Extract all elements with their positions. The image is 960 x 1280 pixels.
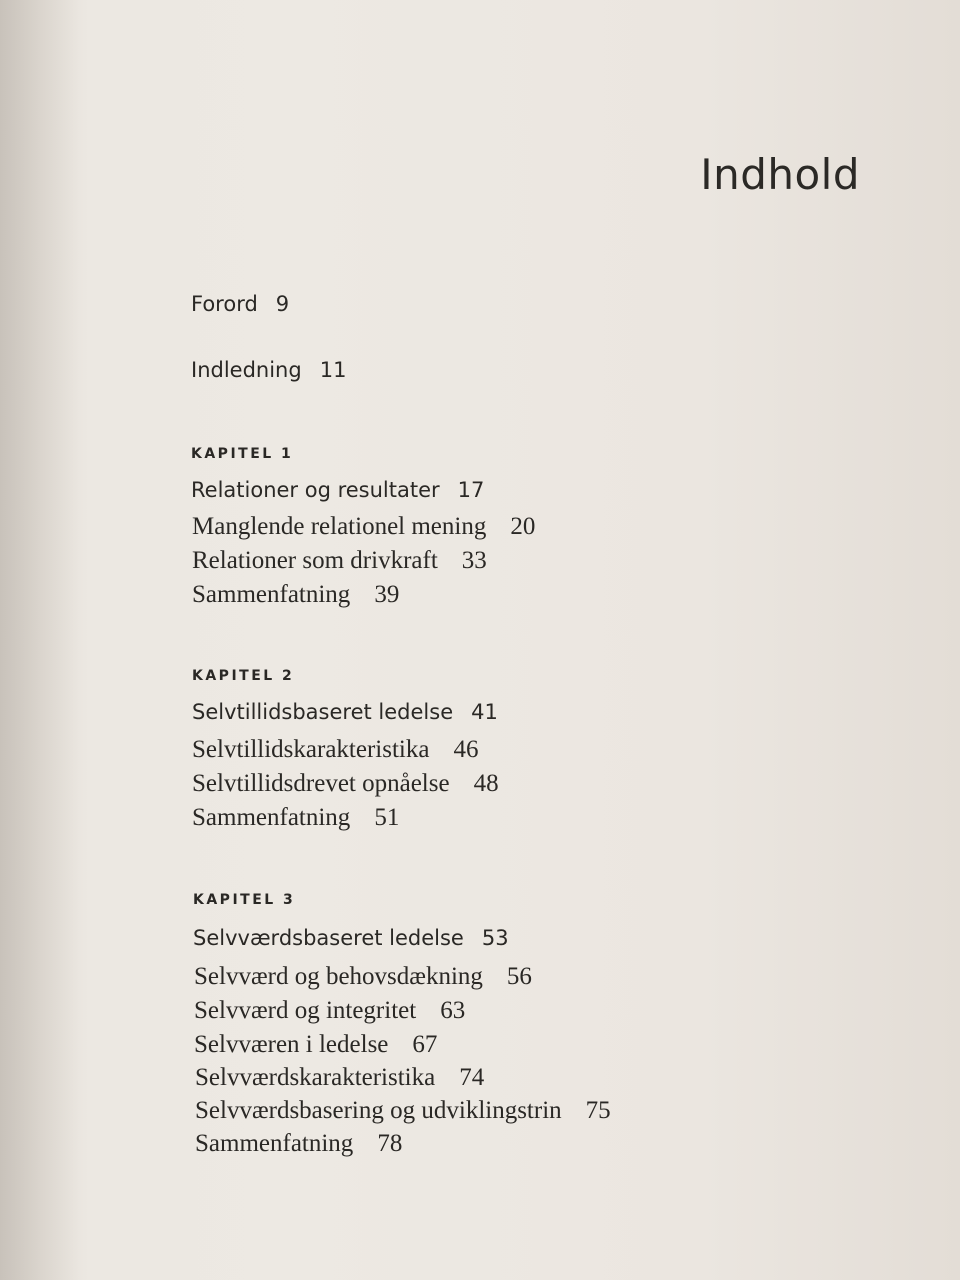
page-title: Indhold [700,150,860,199]
section-label: Manglende relationel mening [192,513,487,540]
chapter-page: 53 [481,926,509,950]
toc-entry-forord [191,292,289,316]
section-entry [194,963,532,991]
section-entry [195,1064,484,1092]
section-entry [194,1031,437,1059]
section-page: 46 [453,736,479,763]
section-entry [192,547,487,575]
section-entry [192,770,499,798]
section-page: 33 [461,547,487,574]
section-entry [192,736,478,764]
section-page: 56 [506,963,532,990]
toc-entry-page: 9 [275,292,290,316]
section-label: Sammenfatning [192,581,351,608]
chapter-title [191,478,484,502]
section-page: 39 [374,581,400,608]
chapter-page: 41 [471,700,498,724]
chapter-title-text: Selvtillidsbaseret ledelse [192,700,454,724]
section-label: Selvværd og integritet [194,997,417,1024]
chapter-title-text: Relationer og resultater [191,478,440,502]
section-label: Selvværd og behovsdækning [194,963,483,990]
toc-entry-label: Indledning [191,358,302,382]
toc-entry-page: 11 [319,358,347,382]
section-page: 78 [377,1130,403,1157]
section-label: Selvværen i ledelse [194,1031,389,1058]
section-entry [195,1097,611,1125]
chapter-title [193,926,509,950]
section-page: 48 [473,770,499,797]
section-page: 74 [459,1064,485,1091]
section-page: 63 [440,997,466,1024]
chapter-page: 17 [457,478,485,502]
toc-entry-indledning [191,358,346,382]
section-label: Relationer som drivkraft [192,547,438,574]
chapter-title [192,700,498,724]
gutter-shadow [0,0,80,1280]
section-entry [192,581,399,609]
chapter-title-text: Selvværdsbaseret ledelse [193,926,464,950]
section-label: Selvtillidsdrevet opnåelse [192,770,450,797]
section-label: Selvværdsbasering og udviklingstrin [195,1097,562,1124]
section-entry [195,1130,402,1158]
section-entry [192,804,399,832]
chapter-label: KAPITEL 2 [192,668,295,684]
section-page: 20 [510,513,536,540]
section-entry [192,513,535,541]
section-page: 51 [374,804,400,831]
section-entry [194,997,465,1025]
section-page: 67 [412,1031,438,1058]
section-label: Sammenfatning [192,804,351,831]
section-page: 75 [585,1097,611,1124]
toc-entry-label: Forord [191,292,258,316]
section-label: Sammenfatning [195,1130,354,1157]
section-label: Selvtillidskarakteristika [192,736,430,763]
chapter-label: KAPITEL 1 [191,446,294,462]
chapter-label: KAPITEL 3 [193,892,296,908]
section-label: Selvværdskarakteristika [195,1064,436,1091]
